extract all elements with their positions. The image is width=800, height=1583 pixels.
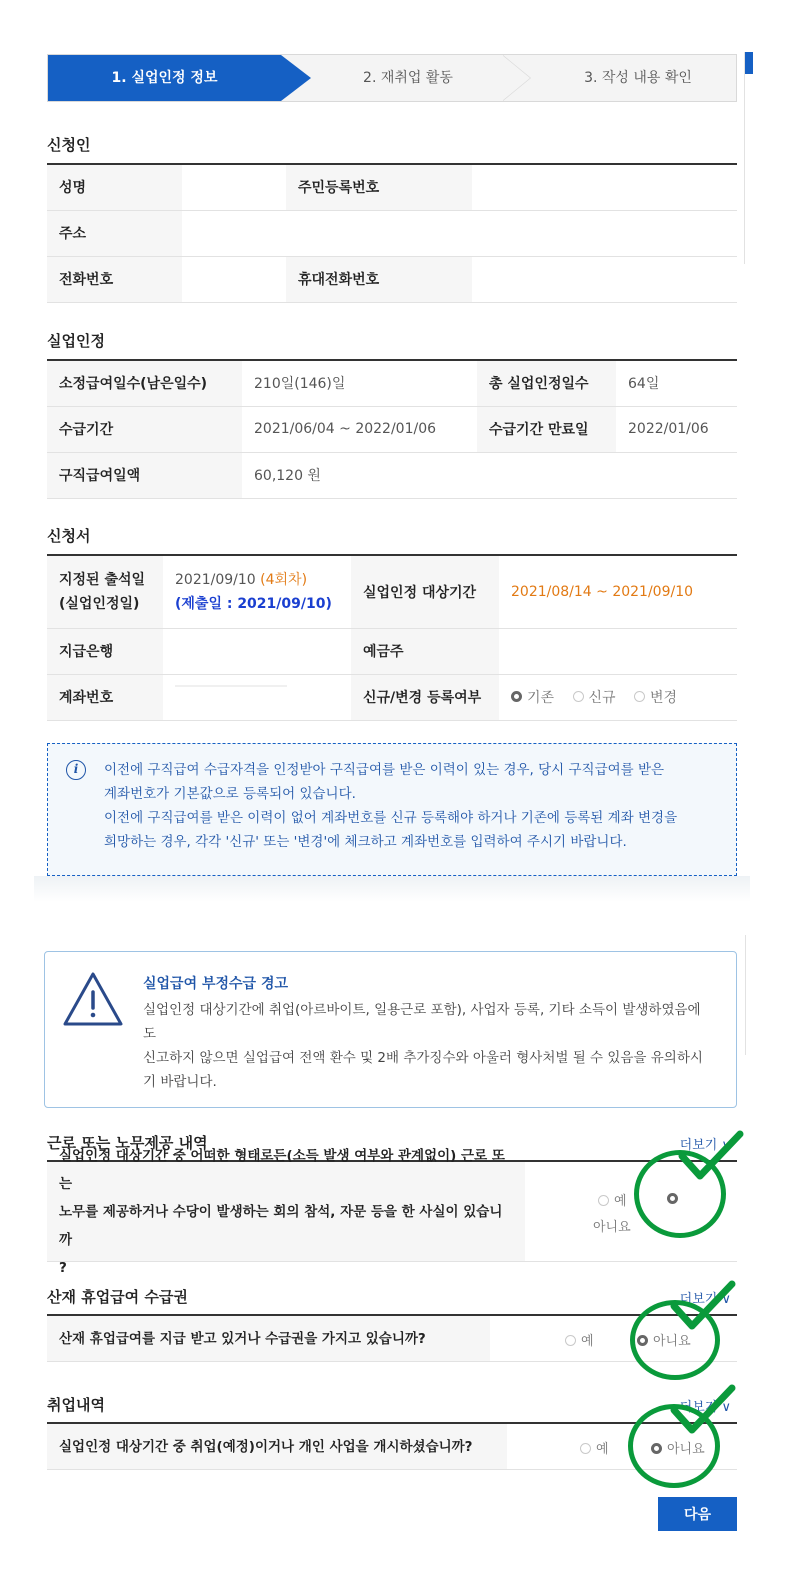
- annotation-check-icon: [668, 1280, 738, 1336]
- daily-amount-label: 구직급여일액: [47, 452, 242, 498]
- radio-existing[interactable]: [511, 691, 522, 702]
- work-history-no-label: 아니요: [593, 1220, 631, 1235]
- attendance-label: [47, 555, 163, 628]
- section-fade: [34, 876, 750, 902]
- radio-yes-label: 예: [614, 1194, 627, 1209]
- attendance-round: (4회차): [260, 571, 308, 588]
- benefit-days-label: 소정급여일수(남은일수): [47, 360, 242, 406]
- address-label: 주소: [47, 210, 182, 256]
- injury-benefit-question-text: 산재 휴업급여를 지급 받고 있거나 수급권을 가지고 있습니까?: [47, 1316, 490, 1361]
- next-button[interactable]: 다음: [658, 1497, 737, 1531]
- table-row: [47, 628, 737, 674]
- phone-label: 전화번호: [47, 256, 182, 302]
- annotation-check-icon: [676, 1130, 746, 1186]
- holder-value: [499, 628, 737, 674]
- name-label: 성명: [47, 164, 182, 210]
- application-section-title: 신청서: [47, 527, 91, 545]
- table-row: [47, 555, 737, 628]
- table-row: [47, 452, 737, 498]
- period-value: 2021/06/04 ~ 2022/01/06: [242, 406, 477, 452]
- question-line: 노무를 제공하거나 수당이 발생하는 회의 참석, 자문 등을 한 사실이 있습니까: [59, 1203, 503, 1248]
- mobile-label: 휴대전화번호: [286, 256, 472, 302]
- injury-benefit-yes-option[interactable]: [565, 1330, 594, 1349]
- daily-amount-value: 60,120 원: [242, 452, 737, 498]
- employment-header: [47, 1394, 737, 1418]
- phone-value: [182, 256, 286, 302]
- side-panel-edge: [744, 52, 752, 264]
- radio-change-label: 변경: [650, 690, 678, 706]
- table-row: [47, 164, 737, 210]
- holder-label: 예금주: [351, 628, 499, 674]
- work-history-yes-option[interactable]: [598, 1190, 627, 1209]
- table-row: [47, 210, 737, 256]
- table-row: [47, 406, 737, 452]
- injury-benefit-header: [47, 1286, 737, 1310]
- step-2: 2. 재취업 활동: [363, 70, 453, 86]
- expiry-value: 2022/01/06: [616, 406, 737, 452]
- step-3: 3. 작성 내용 확인: [584, 70, 692, 86]
- name-value: [182, 164, 286, 210]
- radio-new[interactable]: [573, 691, 584, 702]
- account-value: [163, 674, 351, 720]
- registration-options: [499, 674, 737, 720]
- benefit-days-value: 210일(146)일: [242, 360, 477, 406]
- expiry-label: 수급기간 만료일: [477, 406, 616, 452]
- mobile-value: [472, 256, 737, 302]
- table-row: [47, 256, 737, 302]
- work-history-question: [47, 1147, 737, 1276]
- warning-line: 기 바랍니다.: [143, 1074, 217, 1090]
- injury-benefit-title: 산재 휴업급여 수급권: [47, 1288, 188, 1306]
- rrn-value: [472, 164, 737, 210]
- notice-line: 계좌번호가 기본값으로 등록되어 있습니다.: [104, 786, 356, 802]
- radio-yes-label: 예: [581, 1334, 594, 1349]
- table-row: [47, 674, 737, 720]
- attendance-value: [163, 555, 351, 628]
- bank-value: [163, 628, 351, 674]
- employment-more-link[interactable]: 더보기 ∨: [679, 1400, 731, 1415]
- submit-date: (제출일 : 2021/09/10): [175, 595, 332, 612]
- radio-yes[interactable]: [565, 1335, 576, 1346]
- radio-existing-label: 기존: [527, 690, 555, 706]
- annotation-check-icon: [668, 1384, 738, 1440]
- progress-stepper: [47, 54, 737, 102]
- work-history-question-text: [47, 1147, 525, 1276]
- step-1-active: 1. 실업인정 정보: [48, 55, 281, 101]
- employment-yes-option[interactable]: [580, 1438, 609, 1457]
- question-line: ?: [59, 1259, 67, 1276]
- recognition-table: [47, 359, 737, 499]
- account-label: 계좌번호: [47, 674, 163, 720]
- warning-line: 신고하지 않으면 실업급여 전액 환수 및 2배 추가징수와 아울러 형사처벌 될 수 있음을 유의하시: [143, 1050, 703, 1066]
- employment-title: 취업내역: [47, 1396, 105, 1414]
- fraud-warning-box: [44, 951, 737, 1108]
- radio-no-label: 아니요: [667, 1442, 705, 1457]
- attendance-label-line2: (실업인정일): [59, 595, 140, 612]
- warning-line: 실업인정 대상기간에 취업(아르바이트, 일용근로 포함), 사업자 등록, 기타 소득이 발생하였음에: [143, 1002, 701, 1018]
- rrn-label: 주민등록번호: [286, 164, 472, 210]
- step-1-arrow: [281, 55, 311, 101]
- warning-title: 실업급여 부정수급 경고: [143, 976, 288, 992]
- total-days-label: 총 실업인정일수: [477, 360, 616, 406]
- target-period-value: 2021/08/14 ~ 2021/09/10: [499, 555, 737, 628]
- account-notice: [47, 743, 737, 876]
- target-period-label: 실업인정 대상기간: [351, 555, 499, 628]
- employment-question-text: 실업인정 대상기간 중 취업(예정)이거나 개인 사업을 개시하셨습니까?: [47, 1424, 507, 1469]
- info-icon: i: [66, 760, 86, 780]
- radio-change[interactable]: [634, 691, 645, 702]
- applicant-table: [47, 163, 737, 303]
- address-value: [182, 210, 737, 256]
- radio-yes[interactable]: [598, 1195, 609, 1206]
- table-row: [47, 360, 737, 406]
- notice-line: 이전에 구직급여를 받은 이력이 없어 계좌번호를 신규 등록해야 하거나 기존에 등록된 계좌 변경을: [104, 810, 678, 826]
- total-days-value: 64일: [616, 360, 737, 406]
- radio-yes[interactable]: [580, 1443, 591, 1454]
- warning-line: 도: [143, 1026, 157, 1042]
- attendance-label-line1: 지정된 출석일: [59, 571, 146, 588]
- notice-line: 희망하는 경우, 각각 '신규' 또는 '변경'에 체크하고 계좌번호를 입력하여 주시기 바랍니다.: [104, 834, 627, 850]
- notice-line: 이전에 구직급여 수급자격을 인정받아 구직급여를 받은 이력이 있는 경우, 당시 구직급여를 받은: [104, 762, 665, 778]
- injury-benefit-more-link[interactable]: 더보기 ∨: [679, 1292, 731, 1307]
- work-history-more-link[interactable]: 더보기 ∨: [679, 1138, 731, 1153]
- warning-triangle-icon: [61, 970, 125, 1030]
- step-separator-inner: [502, 55, 530, 101]
- recognition-section-title: 실업인정: [47, 332, 105, 350]
- attendance-date: 2021/09/10: [175, 571, 261, 588]
- question-line: 실업인정 대상기간 중 어떠한 형태로든(소득 발생 여부와 관계없이) 근로 또는: [59, 1147, 505, 1192]
- registration-label: 신규/변경 등록여부: [351, 674, 499, 720]
- application-table: [47, 554, 737, 721]
- radio-new-label: 신규: [588, 690, 616, 706]
- bank-label: 지급은행: [47, 628, 163, 674]
- applicant-section-title: 신청인: [47, 136, 91, 154]
- radio-yes-label: 예: [596, 1442, 609, 1457]
- period-label: 수급기간: [47, 406, 242, 452]
- work-history-title: 근로 또는 노무제공 내역: [47, 1134, 208, 1152]
- radio-no-label: 아니요: [653, 1334, 691, 1349]
- side-panel-divider: [745, 935, 746, 1055]
